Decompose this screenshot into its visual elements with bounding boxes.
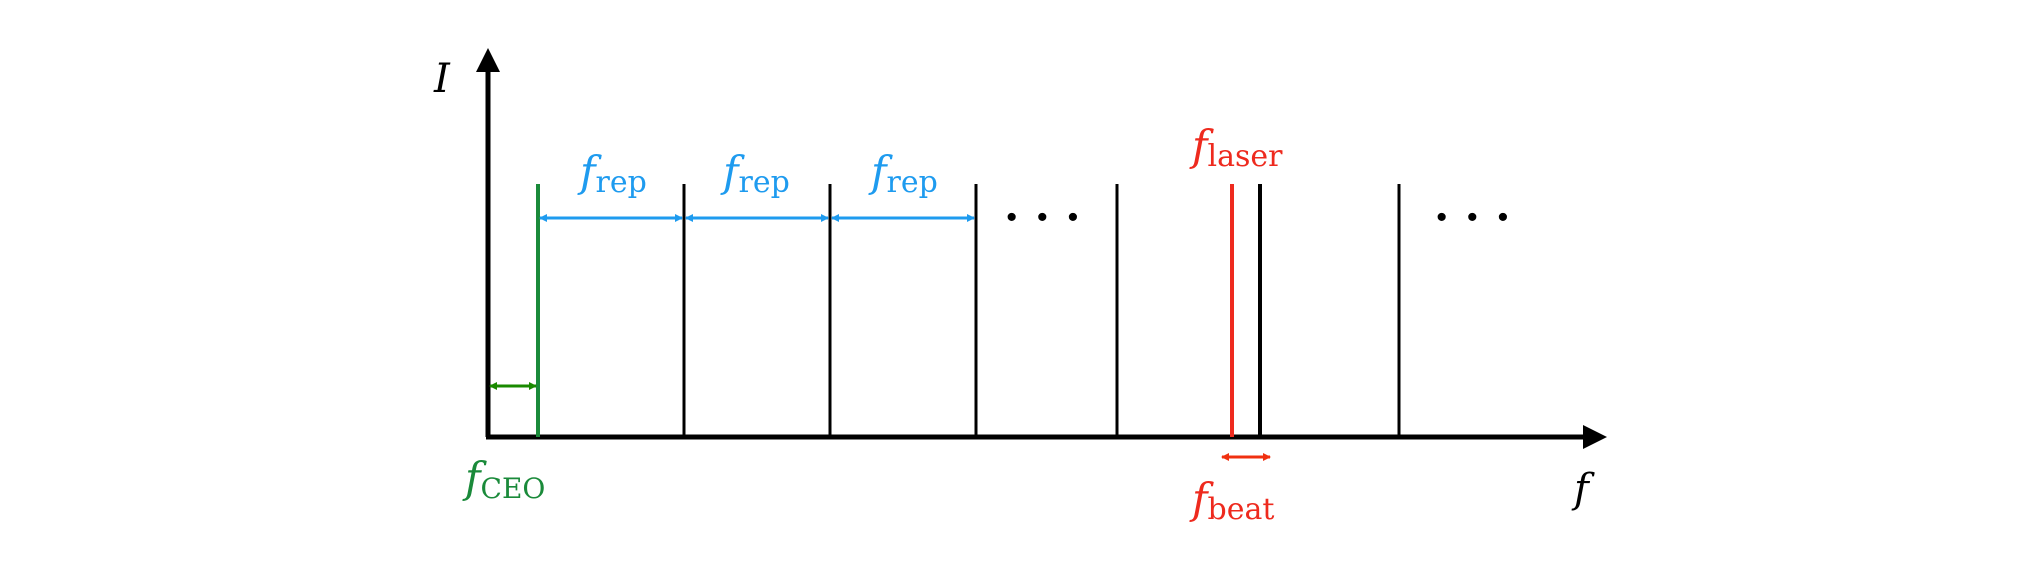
- comb-lines: [538, 184, 1399, 437]
- laser-label: flaser: [1192, 121, 1283, 174]
- rep-label: frep: [723, 147, 790, 200]
- rep-label: frep: [871, 147, 938, 200]
- beat-label: fbeat: [1192, 474, 1275, 527]
- x-axis-arrowhead-icon: [1583, 425, 1607, 449]
- x-axis-label: f: [1574, 466, 1589, 512]
- ellipsis-end: · · ·: [1434, 192, 1511, 243]
- rep-labels: [577, 147, 938, 200]
- ceo-label: fCEO: [465, 453, 546, 505]
- rep-label: frep: [580, 147, 647, 200]
- y-axis-label: I: [434, 56, 450, 102]
- ellipsis-middle: · · ·: [1004, 192, 1081, 243]
- axes: [433, 48, 1607, 512]
- y-axis-arrowhead-icon: [476, 48, 500, 72]
